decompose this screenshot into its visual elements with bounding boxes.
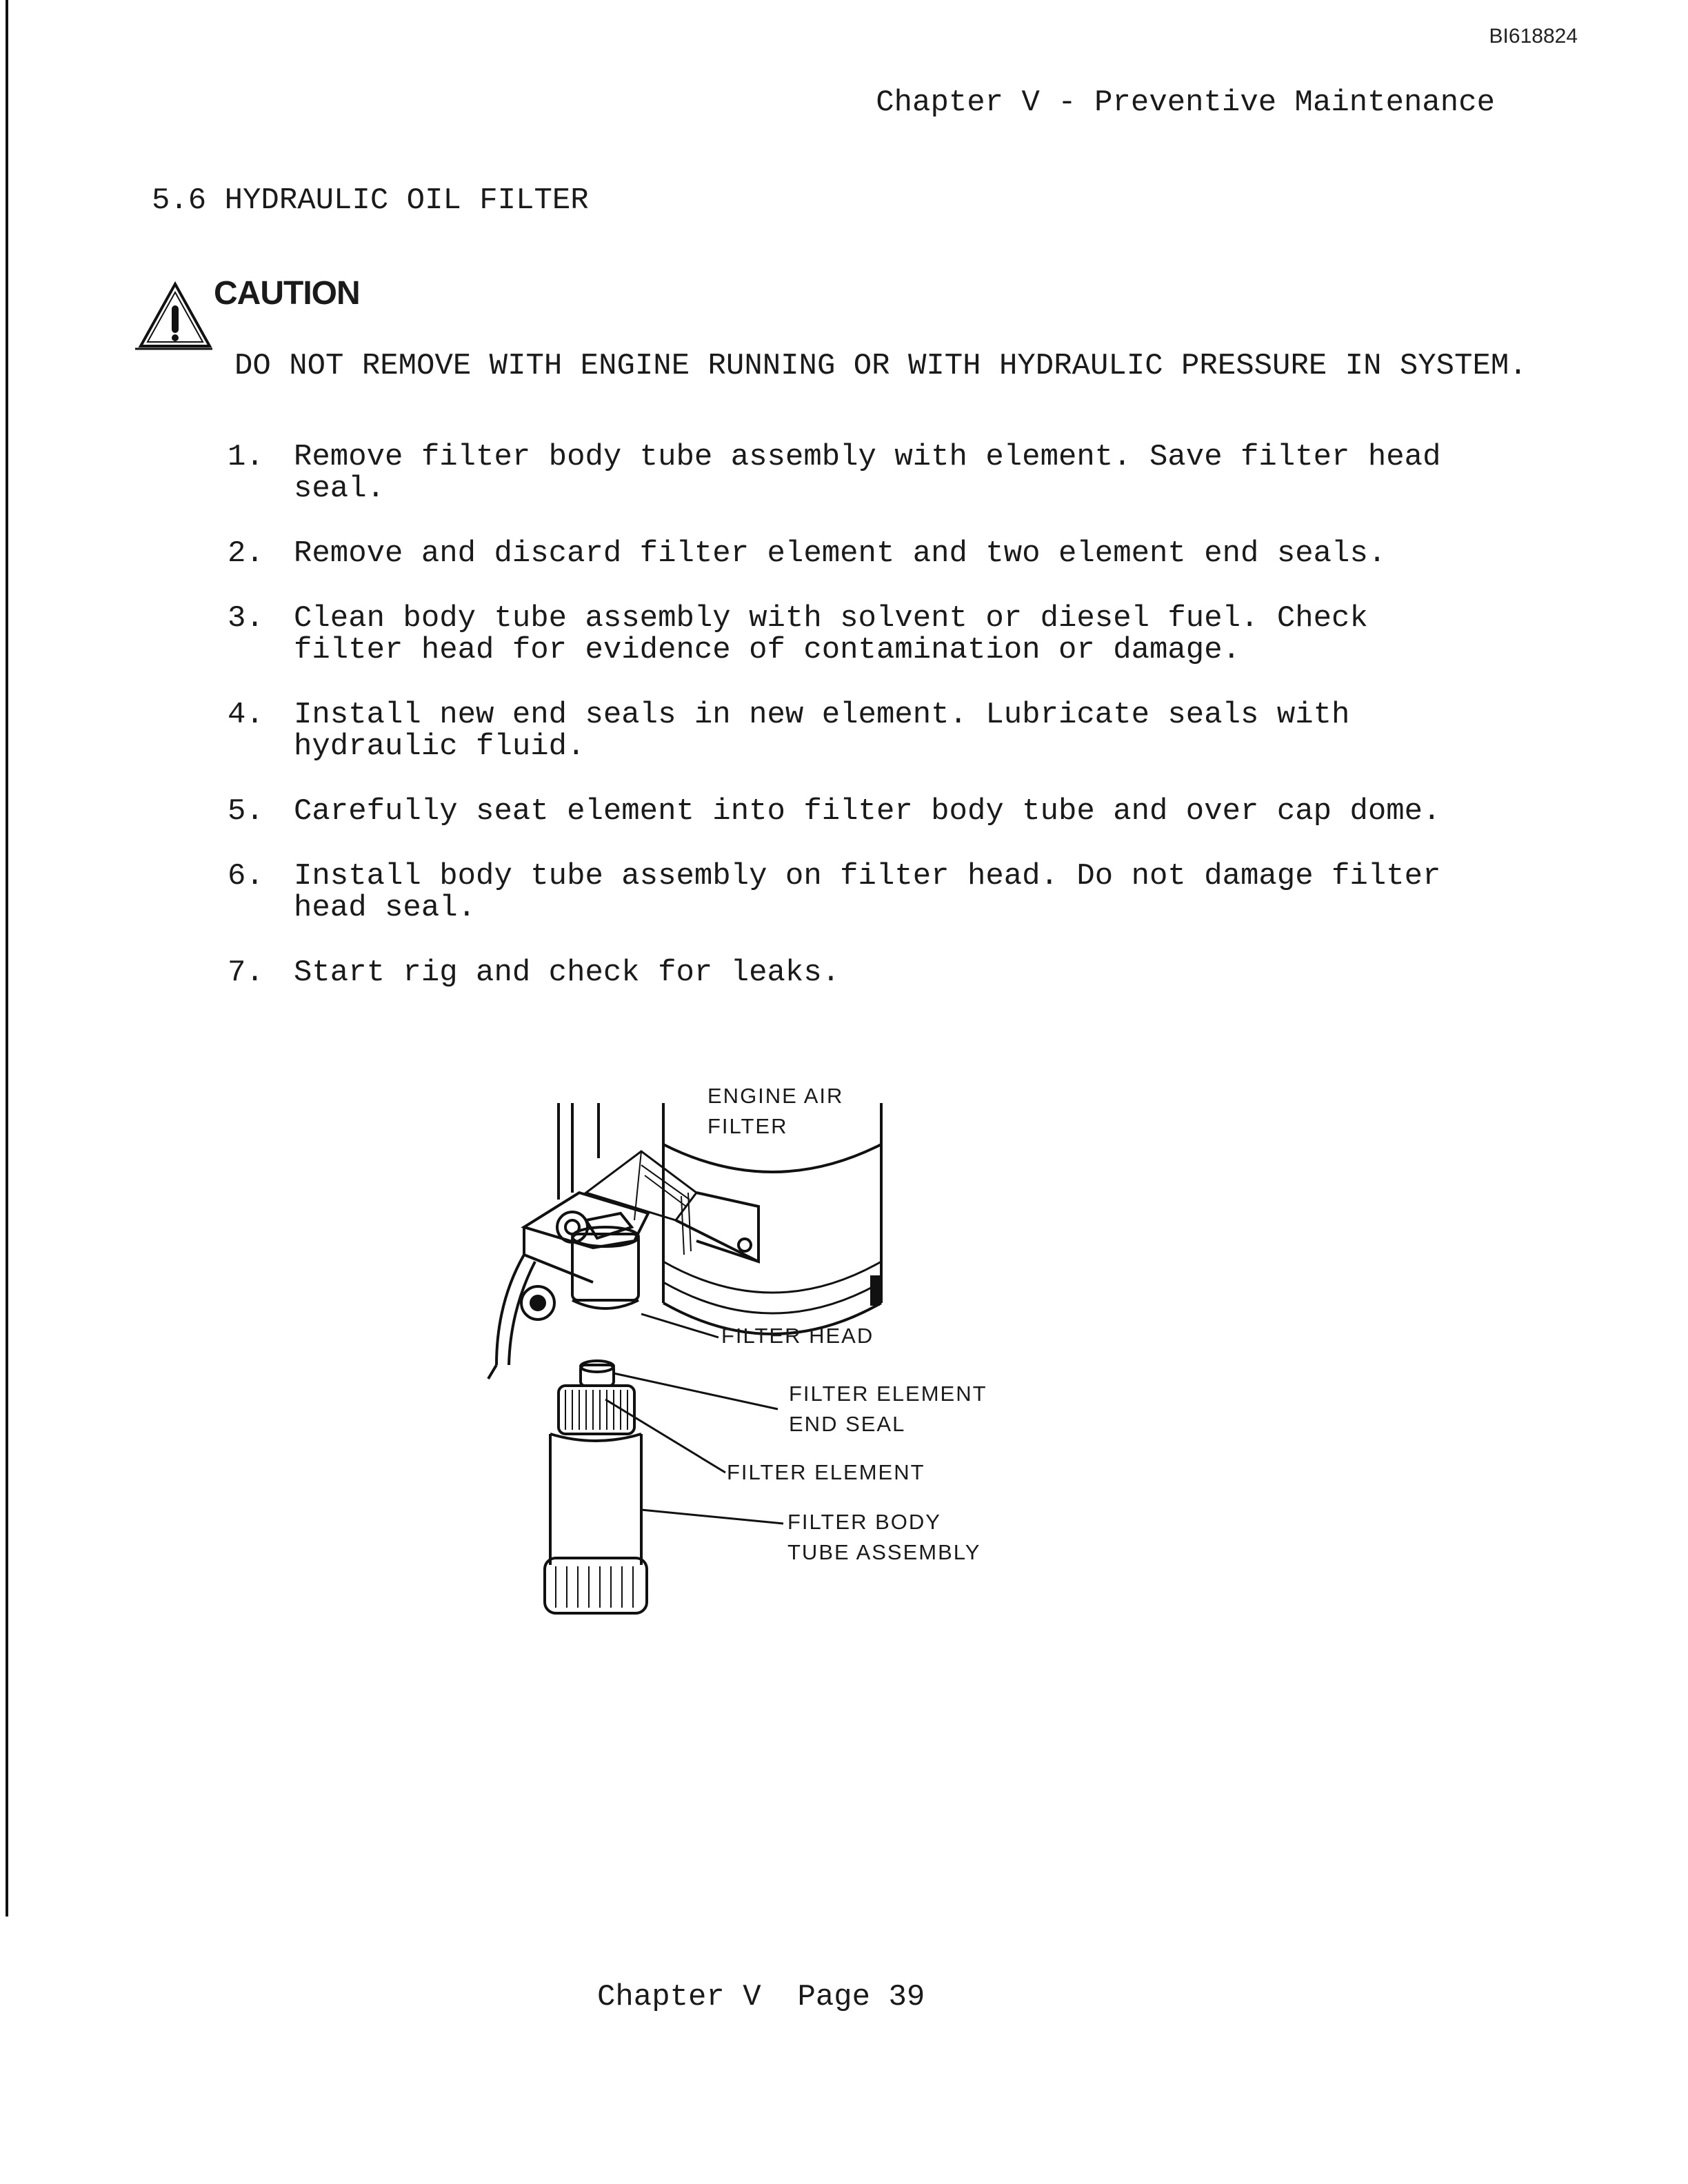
step-number: 5. bbox=[228, 794, 264, 829]
step-text: Carefully seat element into filter body tube and over cap dome. bbox=[294, 794, 1441, 829]
step-number: 7. bbox=[228, 956, 264, 990]
document-id: BI618824 bbox=[1489, 25, 1578, 48]
procedure-step bbox=[228, 860, 1538, 924]
procedure-step bbox=[228, 957, 1538, 989]
filter-assembly-illustration bbox=[469, 1075, 1089, 1627]
caution-block bbox=[135, 274, 1527, 398]
page-footer: Chapter V Page 39 bbox=[597, 1980, 925, 2014]
label-filter-body-tube-assembly: FILTER BODY TUBE ASSEMBLY bbox=[787, 1510, 981, 1564]
label-filter-head: FILTER HEAD bbox=[721, 1324, 874, 1348]
caution-label: CAUTION bbox=[214, 275, 360, 312]
filter-assembly-figure bbox=[469, 1075, 1089, 1627]
procedure-step bbox=[228, 699, 1538, 762]
step-text: Install body tube assembly on filter head. Do not damage filter head seal. bbox=[294, 859, 1441, 925]
label-filter-element-end-seal: FILTER ELEMENT END SEAL bbox=[789, 1382, 987, 1436]
step-text: Remove filter body tube assembly with element. Save filter head seal. bbox=[294, 440, 1441, 506]
step-number: 2. bbox=[228, 536, 264, 571]
step-text: Remove and discard filter element and two element end seals. bbox=[294, 536, 1387, 571]
step-number: 1. bbox=[228, 440, 264, 474]
procedure-step bbox=[228, 603, 1538, 666]
step-number: 4. bbox=[228, 698, 264, 732]
warning-triangle-icon bbox=[135, 280, 215, 352]
chapter-header: Chapter V - Preventive Maintenance bbox=[876, 85, 1495, 120]
label-filter-element: FILTER ELEMENT bbox=[727, 1460, 925, 1484]
step-text: Start rig and check for leaks. bbox=[294, 956, 841, 990]
label-engine-air-filter: ENGINE AIR FILTER bbox=[707, 1084, 844, 1138]
scan-edge-rule bbox=[6, 0, 8, 1917]
caution-text: DO NOT REMOVE WITH ENGINE RUNNING OR WITH HYDRAULIC PRESSURE IN SYSTEM. bbox=[234, 349, 1527, 383]
procedure-step bbox=[228, 796, 1538, 827]
section-title: 5.6 HYDRAULIC OIL FILTER bbox=[152, 183, 589, 218]
procedure-steps bbox=[228, 441, 1538, 1022]
step-number: 3. bbox=[228, 601, 264, 636]
procedure-step bbox=[228, 441, 1538, 505]
step-text: Install new end seals in new element. Lubricate seals with hydraulic fluid. bbox=[294, 698, 1350, 764]
step-text: Clean body tube assembly with solvent or diesel fuel. Check filter head for evidence of contamination or damage. bbox=[294, 601, 1368, 667]
step-number: 6. bbox=[228, 859, 264, 893]
procedure-step bbox=[228, 538, 1538, 569]
